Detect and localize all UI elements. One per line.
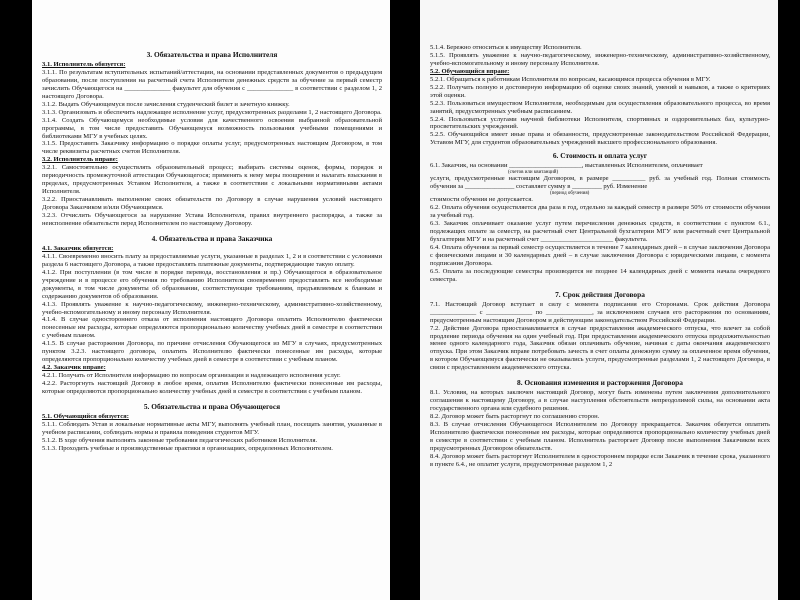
clause-3-1-5: 3.1.5. Предоставить Заказчику информацию о порядке оплаты услуг, предусмотренных настоящим Договором, в том числе реквизиты расчетных счетов Исполнителя. bbox=[42, 140, 382, 156]
clause-6-1-line-1: 6.1. Заказчик, на основании ______________________, выставленных Исполнителем, оплачивает bbox=[430, 162, 703, 170]
section-5-title: 5. Обязательства и права Обучающегося bbox=[143, 401, 281, 411]
clause-5-2-3: 5.2.3. Пользоваться имуществом Исполнителя, необходимым для осуществления образовательного процесса, во время занятий, предусмотренных учебным расписанием. bbox=[430, 99, 770, 115]
clause-5-1-4: 5.1.4. Бережно относиться к имуществу Исполнителя. bbox=[430, 44, 582, 51]
clause-8-2: 8.2. Договор может быть расторгнут по соглашению сторон. bbox=[430, 413, 600, 421]
clause-8-4: 8.4. Договор может быть расторгнут Исполнителем в одностороннем порядке если Заказчик в течение срока, указанного в пункте 6.4., не оплатит услуги, предусмотренные разделом 1, 2 bbox=[430, 452, 770, 468]
section-4-title: 4. Обязательства и права Заказчика bbox=[151, 233, 273, 243]
clause-4-2-1: 4.2.1. Получать от Исполнителя информацию по вопросам организации и надлежащего исполнения услуг. bbox=[42, 372, 341, 380]
clause-5-2-5: 5.2.5. Обучающийся имеет иные права и обязанности, предусмотренные законодательством Российской Федерации, Уставом МГУ, для студентов образовательных учреждений высшего профессионального образования. bbox=[430, 131, 770, 147]
clause-6-1-note-invoices: (счетов или квитанций) bbox=[508, 170, 559, 176]
clause-4-1-2: 4.1.2. При поступлении (в том числе в порядке перевода, восстановления и пр.) Обучающегося в образовательное учреждение и в процессе его обучения по требованию Исполнителя своевременно предоставлять все необходимые документы, в том числе документы об образовании, соответствующие требованиям, предъявляемым к бланкам и содержанию документов об образовании. bbox=[42, 268, 382, 300]
clause-5-2-2: 5.2.2. Получать полную и достоверную информацию об оценке своих знаний, умений и навыков, а также о критериях этой оценки. bbox=[430, 83, 770, 99]
clause-3-1-2: 3.1.2. Выдать Обучающемуся после зачисления студенческий билет и зачетную книжку. bbox=[42, 100, 290, 108]
subsection-4-2-heading: 4.2. Заказчик вправе: bbox=[42, 364, 106, 372]
clause-7-1: 7.1. Настоящий Договор вступает в силу с момента подписания его Сторонами. Срок действия Договора ______________ с ______________ по ______________, за исключением случаев его расторжения по основаниям, предусмотренным настоящим Договором и действующим законодательством Российской Федерации. bbox=[430, 300, 770, 324]
clause-8-3: 8.3. В случае отчисления Обучающегося Исполнителем по Договору прекращается. Заказчик обязуется оплатить Исполнителю фактически понесенные им расходы, которые определяются пропорционально количеству учебных дней в семестре в соответствии с учебным планом. Исполнитель расторгает Договор после выполнения Заказчиком всех предусмотренных Договором обязательств. bbox=[430, 421, 770, 452]
document-page-left bbox=[32, 0, 390, 600]
clause-3-2-1: 3.2.1. Самостоятельно осуществлять образовательный процесс; выбирать системы оценок, формы, порядок и периодичность промежуточной аттестации Обучающегося; применять к нему меры поощрения и налагать взыскания в пределах, предусмотренных Уставом Исполнителя, а также в соответствии с локальными нормативными актами Исполнителя. bbox=[42, 164, 382, 196]
clause-3-2-2: 3.2.2. Приостанавливать выполнение своих обязательств по Договору в случае нарушения условий настоящего Договора Заказчиком и/или Обучающимся. bbox=[42, 196, 382, 212]
clause-6-1-note-period: (период обучения) bbox=[550, 191, 590, 197]
subsection-4-1-heading: 4.1. Заказчик обязуется: bbox=[42, 244, 114, 252]
document-page-right bbox=[420, 0, 778, 600]
clause-6-3: 6.3. Заказчик оплачивает оказание услуг путем перечисления денежных средств, в соответствии с пунктом 6.1., подлежащих оплате за семестр, на расчетный счет Центральной бухгалтерии МГУ или расчетный счет Центральной бухгалтерии МГУ и на расчетный счет ______________________ факультета. bbox=[430, 220, 770, 243]
clause-5-1-1: 5.1.1. Соблюдать Устав и локальные нормативные акты МГУ, выполнять учебный план, посещать занятия, указанные в учебном расписании, соблюдать нормы и правила поведения студентов МГУ. bbox=[42, 420, 382, 436]
clause-6-4: 6.4. Оплата обучения за первый семестр осуществляется в течение 7 календарных дней – в случае заключения Договора с физическими лицами и 30 календарных дней – в случае заключения Договора с юридическими лицами, с момента подписания Договора. bbox=[430, 243, 770, 267]
clause-5-2-1: 5.2.1. Обращаться к работникам Исполнителя по вопросам, касающимся процесса обучения в МГУ. bbox=[430, 75, 711, 83]
clause-6-5: 6.5. Оплата за последующие семестры производится не позднее 14 календарных дней с момента начала очередного семестра. bbox=[430, 267, 770, 283]
clause-7-2: 7.2. Действие Договора приостанавливается в случае предоставления академического отпуска, что влечет за собой продление периода обучения на один учебный год. При предоставлении академического отпуска продолжительностью менее одного календарного года, Заказчик обязан оплачивать обучение, начиная с даты окончания академического отпуска. При этом Заказчик вправе потребовать зачесть в счет оплаты денежную сумму за оплаченное время обучения, в котором Обучающемуся фактически не оказывались услуги, предусмотренные разделами 1, 2 настоящего Договора, в связи с предоставлением академического отпуска. bbox=[430, 324, 770, 372]
clause-3-2-3: 3.2.3. Отчислить Обучающегося за нарушение Устава Исполнителя, правил внутреннего распорядка, а также за неисполнение обязательств перед Исполнителем по настоящему Договору. bbox=[42, 212, 382, 227]
clause-3-1-1: 3.1.1. По результатам вступительных испытаний/аттестации, на основании представленных документов о предыдущем образовании, после поступления на расчетный счета Исполнителя денежных средств за обучение за первый семестр зачислить Обучающегося на ______________ факультет для обучения с ______________ в соответствии с разделом 1, 2 настоящего Договора. bbox=[42, 68, 382, 100]
clause-5-2-4: 5.2.4. Пользоваться услугами научной библиотеки Исполнителя, спортивных и оздоровительных баз, культурно-просветительских учреждений. bbox=[430, 115, 770, 131]
clause-6-1-line-3: стоимости обучения не допускается. bbox=[430, 196, 533, 204]
clause-4-1-1: 4.1.1. Своевременно вносить плату за предоставляемые услуги, указанные в разделах 1, 2 и в соответствии с условиями раздела 6 настоящего Договора, а также предоставлять платежные документы, подтверждающие такую оплату. bbox=[42, 252, 382, 268]
clause-4-1-5: 4.1.5. В случае расторжения Договора, по причине отчисления Обучающегося из МГУ в случаях, предусмотренных пунктом 3.2.3. настоящего договора, оплатить Исполнителю фактически понесенные им расходы, которые определяются пропорционально количеству учебных дней в семестре в соответствии с учебным планом. bbox=[42, 340, 382, 364]
clause-3-1-4: 3.1.4. Создать Обучающемуся необходимые условия для качественного освоения выбранной образовательной программы, в том числе предоставить Обучающемуся возможность пользования учебными помещениями и библиотеками МГУ в учебных целях. bbox=[42, 116, 382, 140]
section-7-title: 7. Срок действия Договора bbox=[555, 289, 645, 299]
clause-5-1-2: 5.1.2. В ходе обучения выполнять законные требования педагогических работников Исполнителя. bbox=[42, 436, 318, 444]
subsection-5-2-heading: 5.2. Обучающийся вправе: bbox=[430, 67, 510, 75]
clause-6-2: 6.2. Оплата обучения осуществляется два раза в год, отдельно за каждый семестр в размере 50% от стоимости обучения за учебный год. bbox=[430, 204, 770, 220]
subsection-5-1-heading: 5.1. Обучающийся обязуется: bbox=[42, 412, 129, 420]
section-8-title: 8. Основания изменения и расторжения Договора bbox=[517, 378, 683, 388]
clause-4-1-3: 4.1.3. Проявлять уважение к научно-педагогическому, инженерно-техническому, административно-хозяйственному, учебно-вспомогательному и иному персоналу Исполнителя. bbox=[42, 300, 382, 316]
section-6-title: 6. Стоимость и оплата услуг bbox=[552, 151, 648, 161]
clause-5-1-5: 5.1.5. Проявлять уважение к научно-педагогическому, инженерно-техническому, административно-хозяйственному, учебно-вспомогательному и иному персоналу Исполнителя. bbox=[430, 51, 770, 67]
clause-6-1-line-2: услуги, предусмотренные настоящим Договором, в размере __________ руб. за учебный год. Полная стоимость обучения за _______________ составляет сумму в _________ руб. Изменение bbox=[430, 175, 770, 191]
clause-5-1-3: 5.1.3. Проходить учебные и производственные практики в организациях, определенных Исполнителем. bbox=[42, 444, 333, 452]
subsection-3-1-heading: 3.1. Исполнитель обязуется: bbox=[42, 61, 126, 68]
clause-4-1-4: 4.1.4. В случае одностороннего отказа от исполнения настоящего Договора оплатить Исполнителю фактически понесенные им расходы, которые определяются пропорционально количеству учебных дней в семестре в соответствии с учебным планом. bbox=[42, 316, 382, 340]
section-3-title: 3. Обязательства и права Исполнителя bbox=[146, 50, 278, 59]
clause-3-1-3: 3.1.3. Организовать и обеспечить надлежащее исполнение услуг, предусмотренных разделами 1, 2 настоящего Договора. bbox=[42, 108, 382, 116]
subsection-3-2-heading: 3.2. Исполнитель вправе: bbox=[42, 156, 118, 164]
clause-8-1: 8.1. Условия, на которых заключен настоящий Договор, могут быть изменены путем заключения дополнительного соглашения к настоящему Договору, а в случае наступления обстоятельств непреодолимой силы, на основании акта государственного органа или судебного решения. bbox=[430, 389, 770, 413]
clause-4-2-2: 4.2.2. Расторгнуть настоящий Договор в любое время, оплатив Исполнителю фактически понесенные им расходы, которые определяются пропорционально количеству учебных дней в семестре в соответствии с учебным планом. bbox=[42, 380, 382, 395]
